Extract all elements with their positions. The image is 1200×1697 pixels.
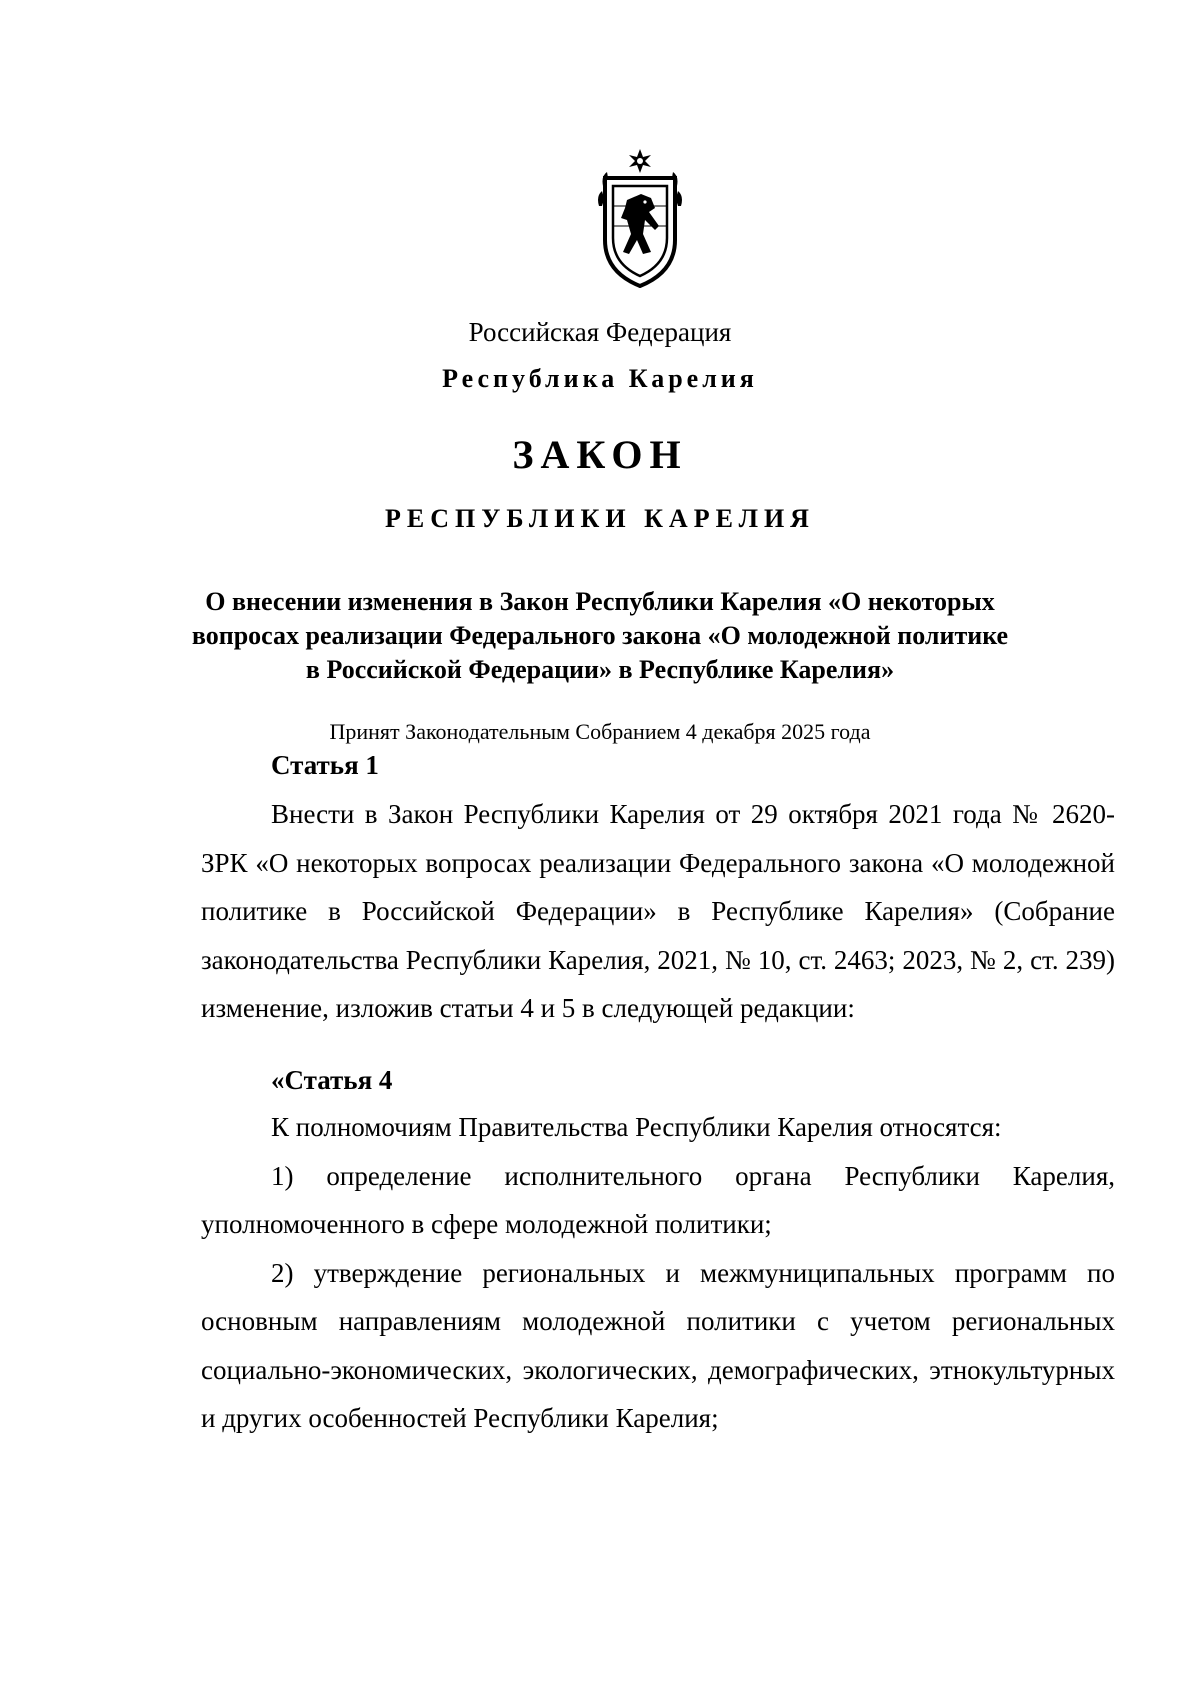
article-4-item-2: 2) утверждение региональных и межмуниципальных программ по основным направлениям молодежной политики с учетом региональных социально-экономических, экологических, демографических, этнокультурных и других особенностей Республики Карелия; — [201, 1257, 1115, 1433]
article-1-text: Внести в Закон Республики Карелия от 29 октября 2021 года № 2620-ЗРК «О некоторых вопросах реализации Федерального закона «О молодежной политике в Российской Федерации» в Республике Карелия» (Собрание законодательства Республики Карелия, 2021, № 10, ст. 2463; 2023, № 2, ст. 239) изменение, изложив статьи 4 и 5 в следующей редакции: — [201, 799, 1115, 1023]
republic-line: Республика Карелия — [442, 364, 758, 393]
article-4-intro: К полномочиям Правительства Республики Карелия относятся: — [271, 1112, 1002, 1142]
opening-quote: « — [271, 1065, 285, 1095]
federation-line: Российская Федерация — [468, 317, 732, 347]
article-4-heading-text: Статья 4 — [284, 1065, 393, 1095]
document-type: ЗАКОН — [512, 432, 688, 477]
article-4-item-1: 1) определение исполнительного органа Республики Карелия, уполномоченного в сфере молодежной политики; — [201, 1160, 1115, 1239]
document-issuer: РЕСПУБЛИКИ КАРЕЛИЯ — [385, 504, 815, 533]
article-4-heading-block — [201, 1056, 1115, 1104]
coat-of-arms-icon — [597, 148, 683, 288]
article-4-heading — [201, 1056, 1115, 1104]
article-1-body — [201, 790, 1115, 1033]
law-title-line: О внесении изменения в Закон Республики Карелия «О некоторых — [205, 587, 995, 616]
law-title-line: в Российской Федерации» в Республике Карелия» — [305, 655, 895, 684]
law-title — [0, 585, 1200, 687]
adoption-note: Принят Законодательным Собранием 4 декабря 2025 года — [329, 719, 871, 744]
article-1-heading: Статья 1 — [271, 750, 379, 780]
article-1-heading-block — [201, 741, 1115, 789]
article-4-body — [201, 1103, 1115, 1443]
law-title-line: вопросах реализации Федерального закона «О молодежной политике — [191, 621, 1009, 650]
